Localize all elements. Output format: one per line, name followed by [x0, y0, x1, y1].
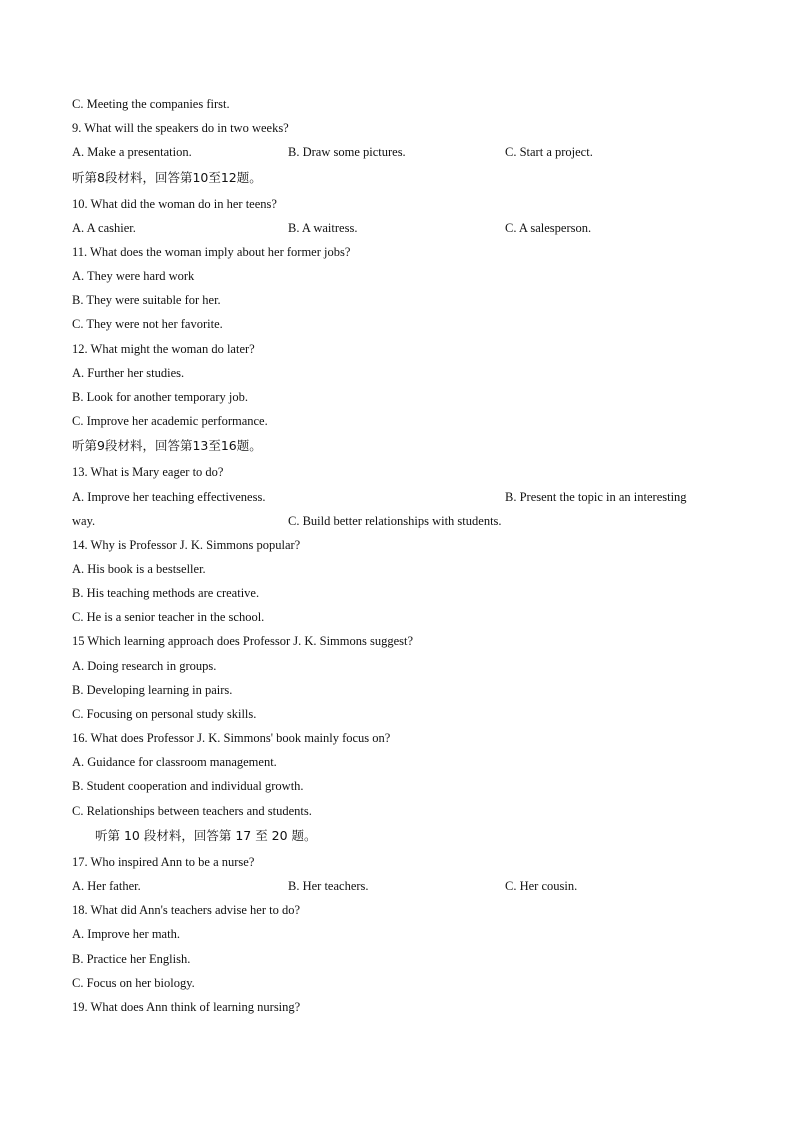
q12-option-b: B. Look for another temporary job.	[72, 390, 248, 404]
q18-option-b: B. Practice her English.	[72, 952, 191, 966]
q14-option-b: B. His teaching methods are creative.	[72, 586, 260, 600]
q11-option-a: A. They were hard work	[72, 269, 195, 283]
question-18: 18. What did Ann's teachers advise her to do?	[72, 903, 301, 917]
question-19: 19. What does Ann think of learning nursing?	[72, 1000, 301, 1014]
question-17: 17. Who inspired Ann to be a nurse?	[72, 855, 255, 869]
q11-option-c: C. They were not her favorite.	[72, 317, 223, 331]
q10-option-b: B. A waitress.	[288, 221, 358, 235]
section-heading-9: 听第9段材料，回答第13至16题。	[72, 438, 262, 453]
q9-option-b: B. Draw some pictures.	[288, 145, 406, 159]
q15-option-c: C. Focusing on personal study skills.	[72, 707, 257, 721]
q12-option-a: A. Further her studies.	[72, 366, 185, 380]
q15-option-a: A. Doing research in groups.	[72, 659, 217, 673]
question-13: 13. What is Mary eager to do?	[72, 465, 224, 479]
section-heading-10: 听第 10 段材料，回答第 17 至 20 题。	[95, 828, 317, 843]
q13-option-b: B. Present the topic in an interesting	[505, 490, 687, 504]
q9-option-a: A. Make a presentation.	[72, 145, 192, 159]
q13-option-a: A. Improve her teaching effectiveness.	[72, 490, 266, 504]
q14-option-a: A. His book is a bestseller.	[72, 562, 206, 576]
q8-option-c: C. Meeting the companies first.	[72, 97, 230, 111]
q16-option-c: C. Relationships between teachers and students.	[72, 804, 312, 818]
q16-option-a: A. Guidance for classroom management.	[72, 755, 277, 769]
q14-option-c: C. He is a senior teacher in the school.	[72, 610, 265, 624]
question-16: 16. What does Professor J. K. Simmons' book mainly focus on?	[72, 731, 391, 745]
question-14: 14. Why is Professor J. K. Simmons popular?	[72, 538, 301, 552]
q11-option-b: B. They were suitable for her.	[72, 293, 221, 307]
q12-option-c: C. Improve her academic performance.	[72, 414, 268, 428]
q10-option-a: A. A cashier.	[72, 221, 136, 235]
q15-option-b: B. Developing learning in pairs.	[72, 683, 233, 697]
q9-option-c: C. Start a project.	[505, 145, 593, 159]
q17-option-c: C. Her cousin.	[505, 879, 578, 893]
question-9: 9. What will the speakers do in two weeks?	[72, 121, 289, 135]
q13-option-c: C. Build better relationships with students.	[288, 514, 502, 528]
section-heading-8: 听第8段材料，回答第10至12题。	[72, 170, 262, 185]
q10-option-c: C. A salesperson.	[505, 221, 592, 235]
q16-option-b: B. Student cooperation and individual growth.	[72, 779, 304, 793]
q13-option-b-continued: way.	[72, 514, 96, 528]
question-11: 11. What does the woman imply about her former jobs?	[72, 245, 351, 259]
q17-option-b: B. Her teachers.	[288, 879, 369, 893]
question-10: 10. What did the woman do in her teens?	[72, 197, 277, 211]
question-12: 12. What might the woman do later?	[72, 342, 255, 356]
question-15: 15 Which learning approach does Professor J. K. Simmons suggest?	[72, 634, 414, 648]
q18-option-c: C. Focus on her biology.	[72, 976, 195, 990]
q17-option-a: A. Her father.	[72, 879, 141, 893]
q18-option-a: A. Improve her math.	[72, 927, 180, 941]
